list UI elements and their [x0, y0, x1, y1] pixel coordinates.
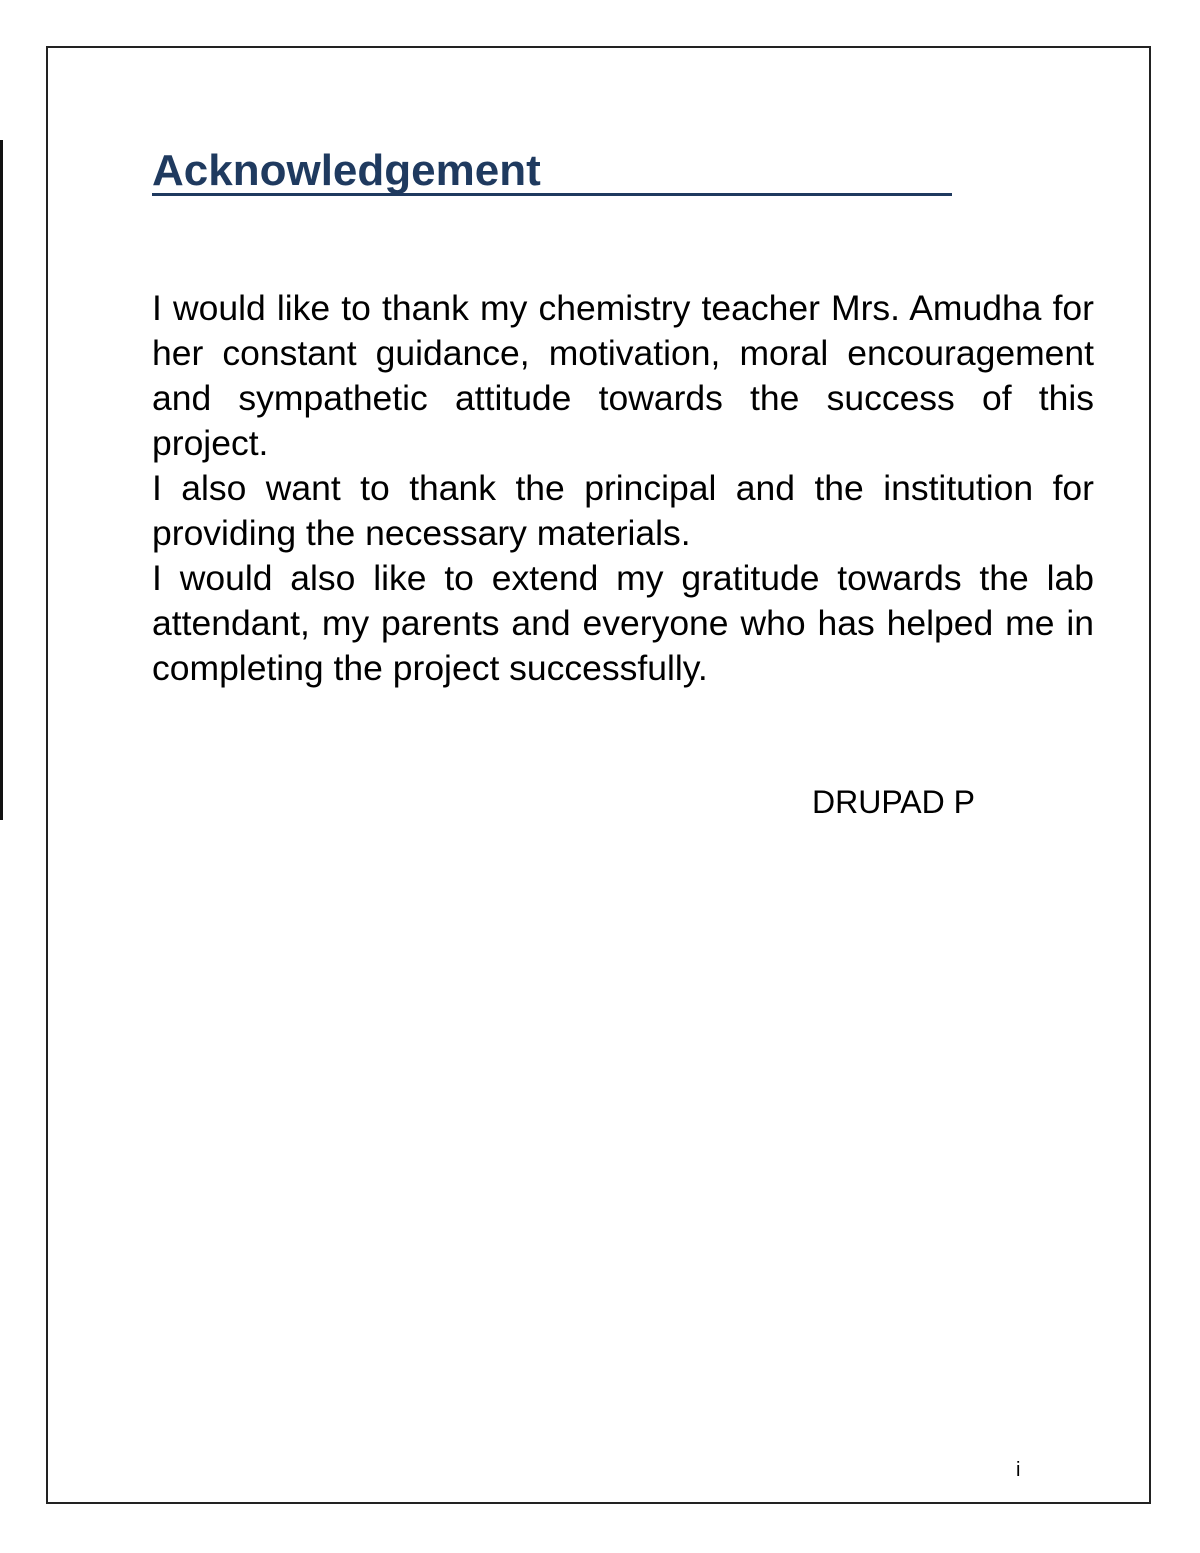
paragraph-thanks-teacher: I would like to thank my chemistry teacher Mrs. Amudha for her constant guidance, motivation, moral encouragement and sympathetic attitude towards the success of this project. [152, 288, 1094, 463]
document-content [152, 140, 1094, 691]
signature-name: DRUPAD P [812, 784, 975, 820]
paragraph-thanks-others: I would also like to extend my gratitude towards the lab attendant, my parents and everyone who has helped me in completing the project successfully. [152, 558, 1094, 688]
paragraph-thanks-principal: I also want to thank the principal and the institution for providing the necessary materials. [152, 468, 1094, 553]
title-underline [152, 140, 952, 196]
page-title: Acknowledgement [152, 146, 541, 195]
body-text [152, 286, 1094, 691]
page-number: i [1016, 1459, 1021, 1481]
left-margin-rule [0, 140, 3, 820]
